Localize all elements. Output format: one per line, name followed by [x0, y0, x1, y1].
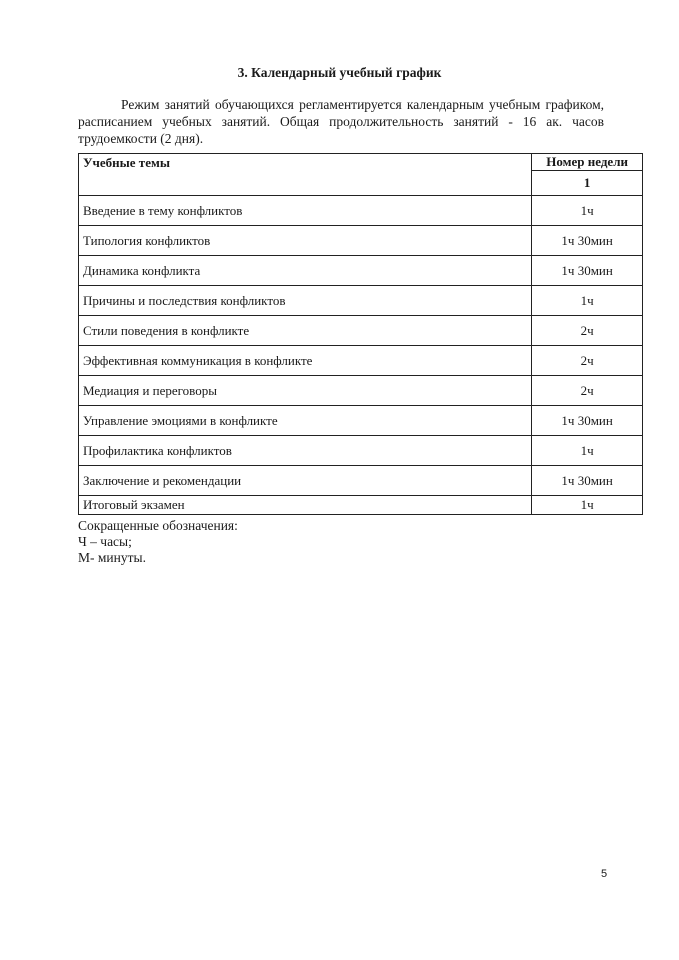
topic-cell: Причины и последствия конфликтов — [79, 286, 532, 316]
header-week: Номер недели — [532, 154, 643, 171]
topic-cell: Эффективная коммуникация в конфликте — [79, 346, 532, 376]
hours-cell: 1ч 30мин — [532, 466, 643, 496]
hours-cell: 1ч 30мин — [532, 226, 643, 256]
week-number: 1 — [532, 171, 643, 196]
page-number: 5 — [601, 868, 608, 880]
schedule-table — [78, 153, 643, 515]
topic-cell: Динамика конфликта — [79, 256, 532, 286]
table-row — [79, 436, 643, 466]
intro-paragraph: Режим занятий обучающихся регламентируется календарным учебным графиком, расписанием учебных занятий. Общая продолжительность занятий - 16 ак. часов трудоемкости (2 дня). — [78, 97, 604, 146]
table-header-row — [79, 154, 643, 171]
table-row — [79, 346, 643, 376]
header-topics: Учебные темы — [79, 154, 532, 196]
hours-cell: 1ч — [532, 286, 643, 316]
topic-cell: Медиация и переговоры — [79, 376, 532, 406]
topic-cell: Типология конфликтов — [79, 226, 532, 256]
note-line-hours: Ч – часы; — [78, 534, 132, 549]
abbreviations-notes — [78, 518, 238, 566]
table-row — [79, 406, 643, 436]
hours-cell: 2ч — [532, 316, 643, 346]
topic-cell: Заключение и рекомендации — [79, 466, 532, 496]
topic-cell: Управление эмоциями в конфликте — [79, 406, 532, 436]
table-row — [79, 466, 643, 496]
table-row — [79, 286, 643, 316]
hours-cell: 1ч 30мин — [532, 406, 643, 436]
table-row — [79, 226, 643, 256]
table-row — [79, 196, 643, 226]
hours-cell: 1ч 30мин — [532, 256, 643, 286]
table-row — [79, 376, 643, 406]
topic-cell: Профилактика конфликтов — [79, 436, 532, 466]
note-line-minutes: М- минуты. — [78, 550, 146, 565]
hours-cell: 2ч — [532, 376, 643, 406]
notes-title: Сокращенные обозначения: — [78, 518, 238, 533]
hours-cell: 1ч — [532, 196, 643, 226]
table-row — [79, 496, 643, 515]
topic-cell: Введение в тему конфликтов — [79, 196, 532, 226]
topic-cell: Итоговый экзамен — [79, 496, 532, 515]
table-row — [79, 316, 643, 346]
hours-cell: 1ч — [532, 496, 643, 515]
topic-cell: Стили поведения в конфликте — [79, 316, 532, 346]
table-row — [79, 256, 643, 286]
section-title: 3. Календарный учебный график — [237, 65, 442, 80]
hours-cell: 1ч — [532, 436, 643, 466]
hours-cell: 2ч — [532, 346, 643, 376]
